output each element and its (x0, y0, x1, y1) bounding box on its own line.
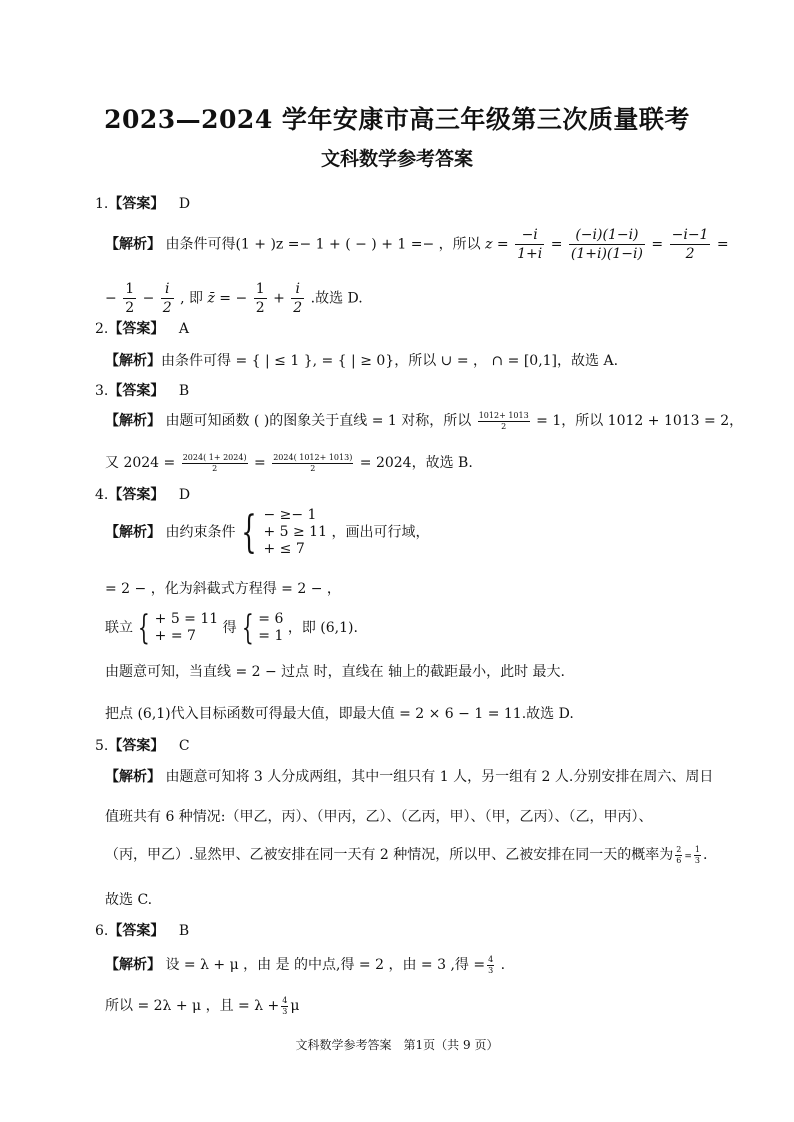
q3-text: = 2024，故选 B. (359, 455, 473, 471)
plus: + (273, 290, 285, 307)
frac-num: 1 (255, 281, 265, 297)
q3-frac-1 (478, 411, 530, 432)
q1-frac-4 (123, 280, 136, 317)
q6-frac-1 (487, 955, 494, 976)
system-row: + 5 ≥ 11 (263, 524, 327, 540)
frac-num: 1 (694, 844, 700, 854)
q1-analysis-line1 (105, 226, 729, 263)
frac-num: −i−1 (671, 227, 709, 243)
q6-analysis-line2 (105, 995, 299, 1017)
q4-number: 4. (95, 487, 109, 503)
q1-frac-7 (291, 280, 304, 317)
answer-tag: 【答案】 (108, 923, 165, 939)
q3-text: 又 2024 = (105, 455, 176, 471)
q5-text: （丙，甲乙）.显然甲、乙被安排在同一天有 2 种情况，所以甲、乙被安排在同一天的概率为 (105, 847, 674, 863)
q1-frac-2 (569, 226, 645, 263)
frac-num: 2024( 1012+ 1013) (273, 452, 353, 462)
q3-frac-3 (272, 453, 353, 474)
q5-answer: C (178, 738, 190, 754)
q1-text: .故选 D. (310, 290, 363, 307)
q5-frac-2 (694, 845, 701, 866)
system-row: + ≤ 7 (263, 541, 305, 557)
analysis-tag: 【解析】 (105, 957, 161, 973)
q1-answer-line (95, 193, 190, 213)
frac-num: 2 (676, 844, 682, 854)
frac-num: 2024( 1+ 2024) (182, 452, 247, 462)
frac-num: i (161, 280, 174, 299)
answer-tag: 【答案】 (108, 738, 165, 754)
q3-analysis-line2 (105, 452, 473, 474)
frac-den: 6 (676, 855, 682, 865)
eq-sign: = (254, 455, 266, 471)
q5-analysis-line4 (105, 889, 152, 909)
q2-answer: A (178, 321, 189, 337)
frac-num: 1 (125, 281, 135, 297)
q5-frac-1 (675, 845, 682, 866)
q4-text: 由题意可知，当直线 = 2 − 过点 时，直线在 轴上的截距最小，此时 最大. (105, 664, 565, 680)
frac-den: 2 (125, 300, 135, 316)
q4-answer-line (95, 484, 190, 504)
q1-frac-3 (670, 226, 711, 263)
q5-analysis-line3 (105, 844, 707, 866)
q1-analysis-line2 (105, 280, 363, 317)
q4-analysis-line1 (105, 507, 429, 558)
q6-number: 6. (95, 923, 109, 939)
left-brace-icon: { (241, 506, 258, 558)
q1-text: 由条件可得(1 + )z =− 1 + ( − ) + 1 =− ，所以 (165, 236, 481, 253)
q6-analysis-line1 (105, 954, 505, 976)
q5-text: 值班共有 6 种情况:（甲乙，丙）、（甲丙，乙）、（乙丙，甲）、（甲，乙丙）、（乙，甲丙）、 (105, 809, 653, 825)
frac-den: 2 (685, 246, 695, 262)
frac-den: 1+i (517, 246, 543, 262)
analysis-tag: 【解析】 (105, 353, 161, 369)
q4-text: ，画出可行域， (331, 524, 430, 541)
q3-number: 3. (95, 383, 109, 399)
q6-frac-2 (281, 996, 288, 1017)
q1-zbar: z̄ = − (207, 290, 248, 307)
q5-text: . (703, 847, 708, 863)
q1-z-eq: z = (485, 236, 509, 253)
left-brace-icon: { (137, 608, 150, 648)
eq-sign: = (716, 236, 729, 253)
q4-analysis-line3 (105, 608, 358, 648)
q4-text: 把点 (6,1)代入目标函数可得最大值，即最大值 = 2 × 6 − 1 = 11.故选 D. (105, 706, 574, 722)
q4-text: 由约束条件 (165, 524, 236, 541)
q4-system (263, 507, 327, 558)
frac-num: 4 (282, 995, 288, 1005)
q1-frac-6 (254, 280, 267, 317)
analysis-tag: 【解析】 (105, 413, 161, 429)
page-title: 2023—2024 学年安康市高三年级第三次质量联考 (104, 105, 690, 134)
q4-answer: D (178, 487, 191, 503)
system-row: − ≥− 1 (263, 507, 317, 523)
q4-analysis-line5 (105, 703, 574, 723)
q3-answer: B (178, 383, 190, 399)
frac-den: 2 (255, 300, 265, 316)
analysis-tag: 【解析】 (105, 524, 161, 541)
q6-text: . (496, 957, 506, 973)
q6-text: 所以 = 2λ + μ ，且 = λ + (105, 998, 280, 1014)
minus: − (142, 290, 155, 307)
q2-analysis-line (105, 350, 618, 370)
q4-system-3 (258, 611, 283, 645)
q2-number: 2. (95, 321, 109, 337)
answer-tag: 【答案】 (108, 487, 165, 503)
q4-system-2 (155, 611, 219, 645)
q2-text: 由条件可得 = { | ≤ 1 }, = { | ≥ 0}，所以 ∪ = ， ∩ = [0,1]，故选 A. (161, 353, 619, 369)
frac-den: 2 (310, 463, 316, 473)
q5-analysis-line1 (105, 766, 713, 786)
system-row: + = 7 (154, 628, 196, 644)
frac-den: 3 (694, 855, 700, 865)
q1-answer: D (178, 196, 191, 212)
frac-den: 2 (162, 300, 172, 316)
q4-analysis-line4 (105, 661, 565, 681)
frac-den: (1+i)(1−i) (570, 246, 643, 262)
frac-num: (−i)(1−i) (569, 226, 645, 245)
q3-text: = 1，所以 1012 + 1013 = 2， (536, 413, 744, 429)
frac-num: i (291, 280, 304, 299)
q6-text: μ (290, 998, 300, 1014)
system-row: + 5 = 11 (154, 611, 219, 627)
system-row: = 6 (258, 611, 284, 627)
left-brace-icon: { (241, 608, 254, 648)
frac-den: 2 (293, 300, 303, 316)
q2-answer-line (95, 318, 189, 338)
q4-text: = 2 − ，化为斜截式方程得 = 2 − ， (105, 581, 341, 597)
q6-answer-line (95, 920, 189, 940)
q1-frac-5 (161, 280, 174, 317)
q5-text: 故选 C. (105, 892, 153, 908)
analysis-tag: 【解析】 (105, 769, 161, 785)
q4-text: 得 (222, 620, 237, 636)
q3-text: 由题可知函数 ( )的图象关于直线 = 1 对称，所以 (165, 413, 472, 429)
q4-text: 联立 (105, 620, 133, 636)
q5-number: 5. (95, 738, 109, 754)
q1-number: 1. (95, 196, 109, 212)
frac-num: 4 (488, 954, 494, 964)
eq-sign: = (684, 852, 692, 862)
q4-text: ，即 (6,1). (287, 620, 358, 636)
frac-num: 1012+ 1013 (478, 410, 529, 420)
q1-text: , 即 (180, 290, 204, 307)
q5-analysis-line2 (105, 806, 653, 826)
system-row: = 1 (258, 628, 284, 644)
q3-answer-line (95, 380, 189, 400)
q3-frac-2 (182, 453, 248, 474)
q1-frac-1 (515, 226, 544, 263)
q5-answer-line (95, 735, 190, 755)
q3-analysis-line1 (105, 410, 743, 432)
frac-den: 3 (488, 965, 494, 975)
answer-tag: 【答案】 (108, 321, 165, 337)
page-footer: 文科数学参考答案 第1页（共 9 页） (295, 1038, 499, 1052)
answer-tag: 【答案】 (108, 196, 165, 212)
frac-den: 2 (501, 421, 507, 431)
analysis-tag: 【解析】 (105, 236, 161, 253)
q6-answer: B (178, 923, 190, 939)
page-subtitle: 文科数学参考答案 (320, 148, 473, 170)
frac-num: −i (515, 226, 544, 245)
frac-den: 2 (212, 463, 218, 473)
q6-text: 设 = λ + μ ，由 是 的中点,得 = 2 ，由 = 3 ,得 = (165, 957, 486, 973)
minus: − (105, 290, 117, 307)
answer-tag: 【答案】 (108, 383, 165, 399)
q5-text: 由题意可知将 3 人分成两组，其中一组只有 1 人，另一组有 2 人.分别安排在周六、周日 (165, 769, 714, 785)
frac-den: 3 (282, 1006, 288, 1016)
eq-sign: = (651, 236, 664, 253)
q4-analysis-line2 (105, 578, 341, 598)
eq-sign: = (550, 236, 563, 253)
